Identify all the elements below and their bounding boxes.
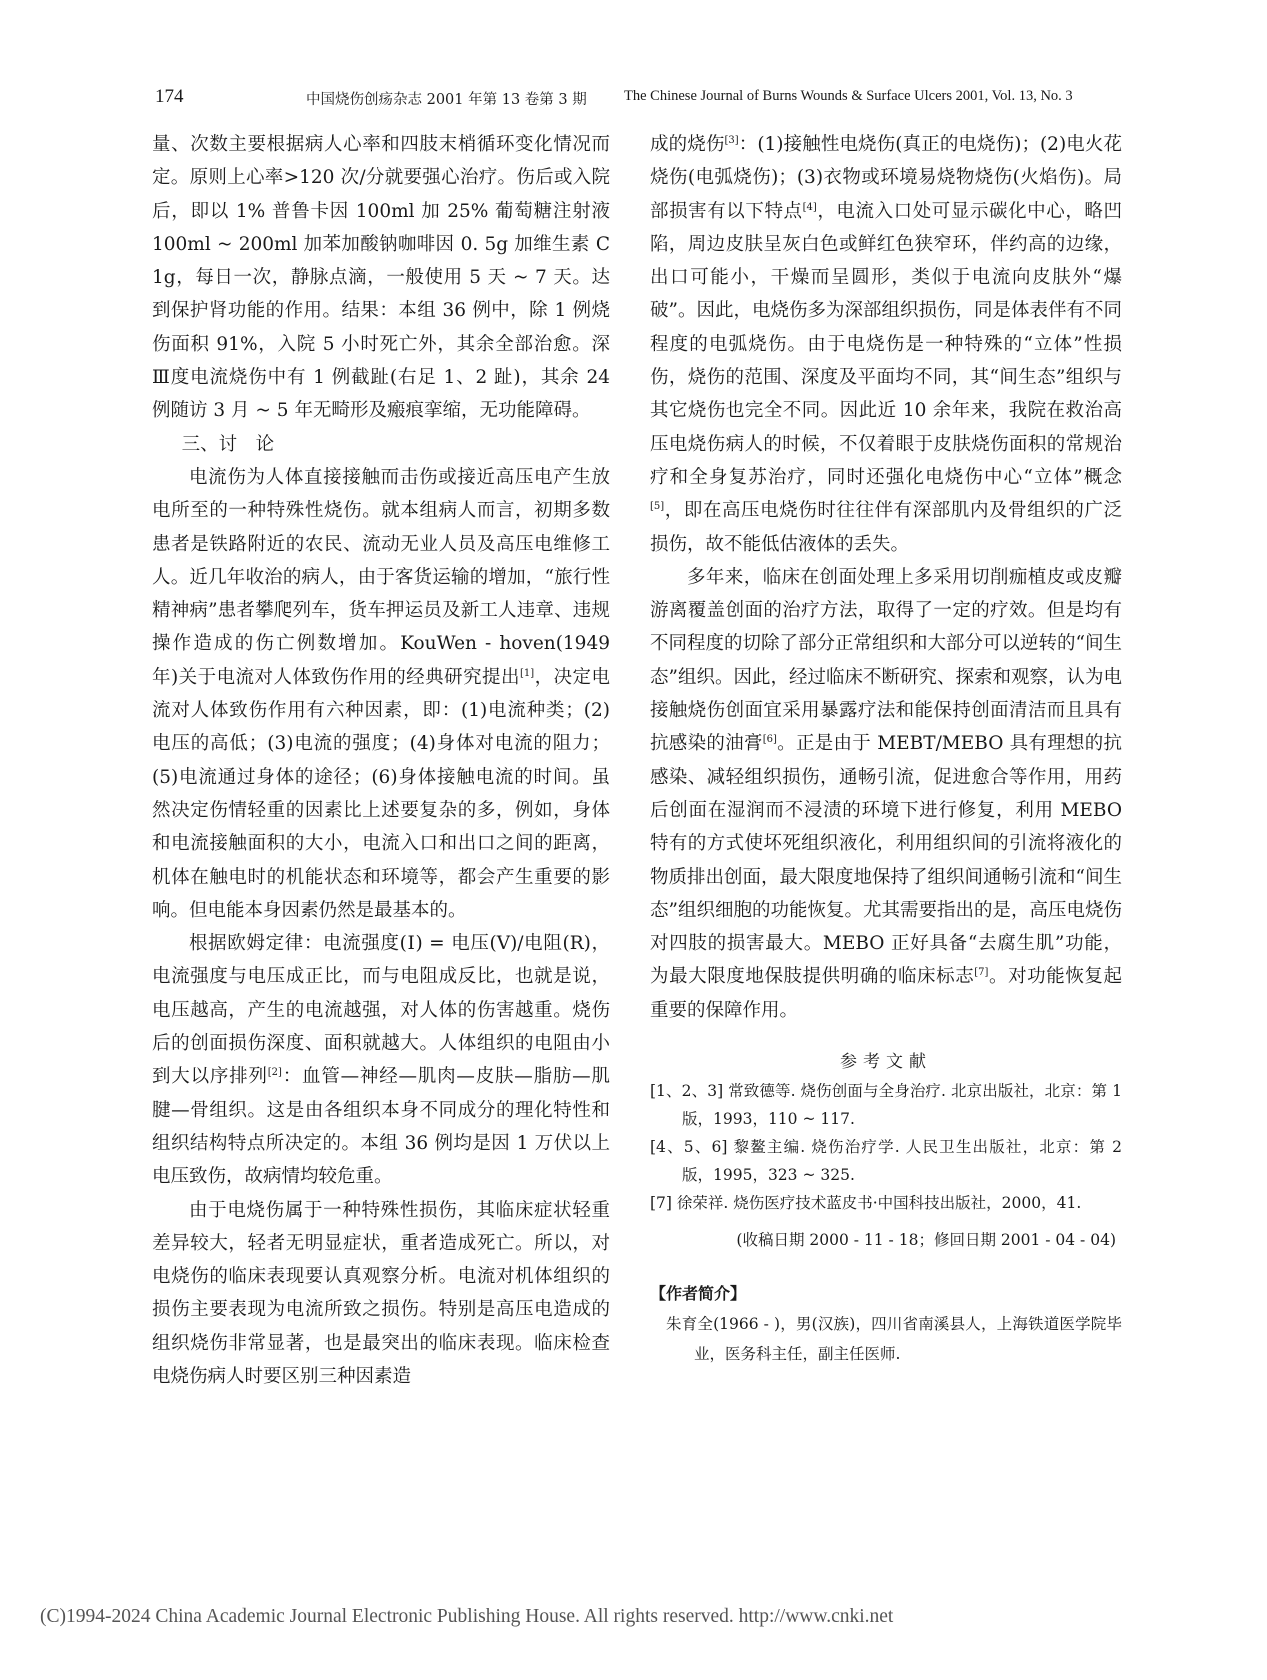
paragraph-electric-injury: 电流伤为人体直接接触而击伤或接近高压电产生放电所至的一种特殊性烧伤。就本组病人而言，初期多数患者是铁路附近的农民、流动无业人员及高压电维修工人。近几年收治的病人，由于客货运输的增加，“旅行性精神病”患者攀爬列车，货车押运员及新工人违章、违规操作造成的伤亡例数增加。KouWen - hoven(1949 年)关于电流对人体致伤作用的经典研究提出[1]，决定电流对人体致伤作用有六种因素，即：(1)电流种类；(2)电压的高低；(3)电流的强度；(4)身体对电流的阻力；(5)电流通过身体的途径；(6)身体接触电流的时间。虽然决定伤情轻重的因素比上述要复杂的多，例如，身体和电流接触面积的大小，电流入口和出口之间的距离，机体在触电时的机能状态和环境等，都会产生重要的影响。但电能本身因素仍然是最基本的。 — [152, 466, 610, 921]
reference-item: [7] 徐荣祥. 烧伤医疗技术蓝皮书·中国科技出版社，2000，41. — [650, 1194, 1082, 1213]
received-dates: (收稿日期 2000 - 11 - 18；修回日期 2001 - 04 - 04) — [736, 1231, 1116, 1250]
citation-6: [6] — [762, 734, 777, 746]
citation-5: [5] — [650, 501, 665, 513]
author-bio-heading: 【作者简介】 — [650, 1284, 747, 1304]
reference-item: [4、5、6] 黎鳌主编. 烧伤治疗学. 人民卫生出版社，北京：第 2 版，1995，323 ~ 325. — [650, 1138, 1122, 1185]
paragraph-burn-types: 成的烧伤[3]：(1)接触性电烧伤(真正的电烧伤)；(2)电火花烧伤(电弧烧伤)；(3)衣物或环境易烧物烧伤(火焰伤)。局部损害有以下特点[4]，电流入口处可显示碳化中心，略凹陷，周边皮肤呈灰白色或鲜红色狭窄环，伴约高的边缘，出口可能小，干燥而呈圆形，类似于电流向皮肤外“爆破”。因此，电烧伤多为深部组织损伤，同是体表伴有不同程度的电弧烧伤。由于电烧伤是一种特殊的“立体”性损伤，烧伤的范围、深度及平面均不同，其“间生态”组织与其它烧伤也完全不同。因此近 10 余年来，我院在救治高压电烧伤病人的时候，不仅着眼于皮肤烧伤面积的常规治疗和全身复苏治疗，同时还强化电烧伤中心“立体”概念[5]，即在高压电烧伤时往往伴有深部肌内及骨组织的广泛损伤，故不能低估液体的丢失。 — [650, 134, 1122, 555]
reference-item: [1、2、3] 常致德等. 烧伤创面与全身治疗. 北京出版社，北京：第 1 版，1993，110 ~ 117. — [650, 1082, 1122, 1129]
references-heading: 参考文献 — [840, 1052, 932, 1073]
citation-3: [3] — [724, 135, 739, 146]
right-column — [650, 128, 1122, 1369]
copyright-footer: (C)1994-2024 China Academic Journal Electronic Publishing House. All rights reserved. http://www.cnki.net — [40, 1606, 894, 1627]
paragraph-clinical-signs: 由于电烧伤属于一种特殊性损伤，其临床症状轻重差异较大，轻者无明显症状，重者造成死亡。所以，对电烧伤的临床表现要认真观察分析。电流对机体组织的损伤主要表现为电流所致之损伤。特别是高压电造成的组织烧伤非常显著，也是最突出的临床表现。临床检查电烧伤病人时要区别三种因素造 — [152, 1199, 610, 1387]
left-column — [152, 128, 610, 1393]
journal-title-cn: 中国烧伤创疡杂志 2001 年第 13 卷第 3 期 — [306, 92, 587, 108]
paragraph-ohms-law: 根据欧姆定律：电流强度(Ⅰ) = 电压(V)/电阻(R)，电流强度与电压成正比，而与电阻成反比，也就是说，电压越高，产生的电流越强，对人体的伤害越重。烧伤后的创面损伤深度、面积就越大。人体组织的电阻由小到大以序排列[2]：血管—神经—肌肉—皮肤—脂肪—肌腱—骨组织。这是由各组织本身不同成分的理化特性和组织结构特点所决定的。本组 36 例均是因 1 万伏以上电压致伤，故病情均较危重。 — [152, 933, 610, 1188]
citation-1: [1] — [519, 667, 535, 679]
citation-4: [4] — [802, 201, 817, 213]
citation-7: [7] — [974, 967, 989, 979]
author-bio: 朱育全(1966 - )，男(汉族)，四川省南溪县人，上海铁道医学院毕业，医务科主任，副主任医师. — [666, 1315, 1122, 1364]
paragraph-results: 量、次数主要根据病人心率和四肢末梢循环变化情况而定。原则上心率>120 次/分就要强心治疗。伤后或入院后，即以 1% 普鲁卡因 100ml 加 25% 葡萄糖注射液 100ml ~ 200ml 加苯加酸钠咖啡因 0. 5g 加维生素 C 1g，每日一次，静脉点滴，一般使用 5 天 ~ 7 天。达到保护肾功能的作用。结果：本组 36 例中，除 1 例烧伤面积 91%，入院 5 小时死亡外，其余全部治愈。深Ⅲ度电流烧伤中有 1 例截趾(右足 1、2 趾)，其余 24 例随访 3 月 ~ 5 年无畸形及瘢痕挛缩，无功能障碍。 — [152, 134, 610, 422]
page-number: 174 — [155, 86, 184, 107]
citation-2: [2] — [267, 1067, 282, 1079]
section-heading-discussion: 三、讨 论 — [181, 433, 275, 455]
journal-title-en: The Chinese Journal of Burns Wounds & Surface Ulcers 2001, Vol. 13, No. 3 — [624, 88, 1073, 104]
page-header — [0, 86, 1267, 116]
paragraph-treatment: 多年来，临床在创面处理上多采用切削痂植皮或皮瓣游离覆盖创面的治疗方法，取得了一定的疗效。但是均有不同程度的切除了部分正常组织和大部分可以逆转的“间生态”组织。因此，经过临床不断研究、探索和观察，认为电接触烧伤创面宜采用暴露疗法和能保持创面清洁而且具有抗感染的油膏[6]。正是由于 MEBT/MEBO 具有理想的抗感染、减轻组织损伤，通畅引流，促进愈合等作用，用药后创面在湿润而不浸渍的环境下进行修复，利用 MEBO 特有的方式使坏死组织液化，利用组织间的引流将液化的物质排出创面，最大限度地保持了组织间通畅引流和“间生态”组织细胞的功能恢复。尤其需要指出的是，高压电烧伤对四肢的损害最大。MEBO 正好具备“去腐生肌”功能，为最大限度地保肢提供明确的临床标志[7]。对功能恢复起重要的保障作用。 — [650, 566, 1122, 1021]
